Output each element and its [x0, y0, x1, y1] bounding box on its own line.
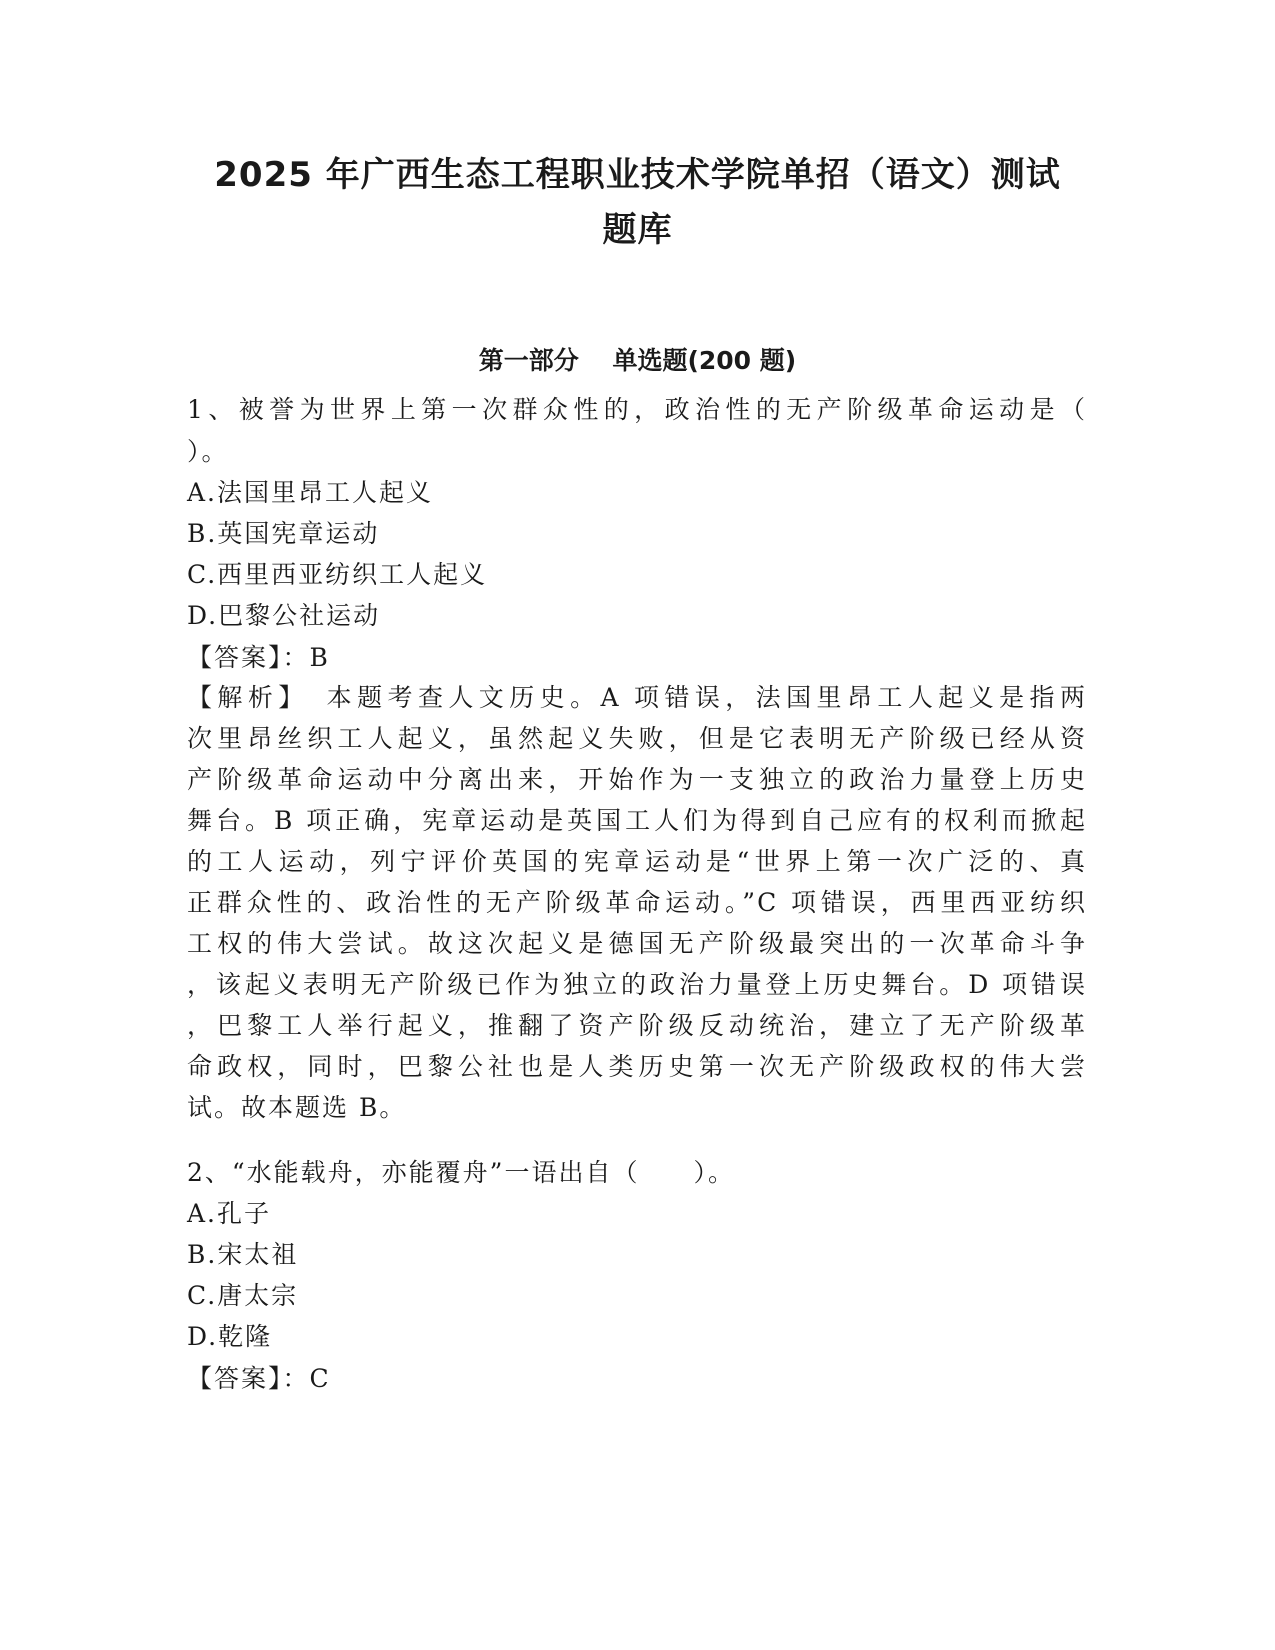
document-title-line-2: 题库: [602, 210, 673, 250]
section-heading: 第一部分 单选题(200 题): [478, 346, 797, 375]
question-1-analysis-line-3: 产阶级革命运动中分离出来，开始作为一支独立的政治力量登上历史: [187, 765, 1087, 794]
question-2-option-a: A.孔子: [187, 1199, 272, 1228]
question-1-analysis-line-8: ，该起义表明无产阶级已作为独立的政治力量登上历史舞台。D 项错误: [187, 970, 1087, 999]
question-1-analysis-line-5: 的工人运动，列宁评价英国的宪章运动是“世界上第一次广泛的、真: [187, 847, 1087, 876]
question-1-analysis-line-11: 试。故本题选 B。: [187, 1093, 407, 1122]
question-1-analysis-line-6: 正群众性的、政治性的无产阶级革命运动。”C 项错误，西里西亚纺织: [187, 888, 1087, 917]
question-2-option-d: D.乾隆: [187, 1322, 273, 1351]
question-1-option-a: A.法国里昂工人起义: [187, 478, 434, 507]
question-1-stem-line-2: ）。: [187, 437, 229, 466]
question-1-option-b: B.英国宪章运动: [187, 519, 380, 548]
question-2-option-c: C.唐太宗: [187, 1281, 299, 1310]
document-title-line-1: 2025 年广西生态工程职业技术学院单招（语文）测试: [214, 155, 1061, 195]
question-1-stem-line-1: 1、被誉为世界上第一次群众性的，政治性的无产阶级革命运动是（: [187, 395, 1087, 424]
question-2-stem-line-1: 2、“水能载舟，亦能覆舟”一语出自（ ）。: [187, 1158, 735, 1187]
question-2-answer: 【答案】：C: [187, 1364, 331, 1393]
question-2-option-b: B.宋太祖: [187, 1240, 299, 1269]
question-1-answer: 【答案】：B: [187, 643, 330, 672]
question-1-analysis-line-10: 命政权，同时，巴黎公社也是人类历史第一次无产阶级政权的伟大尝: [187, 1052, 1087, 1081]
question-1-option-c: C.西里西亚纺织工人起义: [187, 560, 488, 589]
question-1-analysis-line-9: ，巴黎工人举行起义，推翻了资产阶级反动统治，建立了无产阶级革: [187, 1011, 1087, 1040]
question-1-analysis-line-1: 【解析】 本题考查人文历史。A 项错误，法国里昂工人起义是指两: [187, 683, 1087, 712]
question-1-analysis-line-2: 次里昂丝织工人起义，虽然起义失败，但是它表明无产阶级已经从资: [187, 724, 1087, 753]
question-1-option-d: D.巴黎公社运动: [187, 601, 381, 630]
question-1-analysis-line-4: 舞台。B 项正确，宪章运动是英国工人们为得到自己应有的权利而掀起: [187, 806, 1087, 835]
question-1-analysis-line-7: 工权的伟大尝试。故这次起义是德国无产阶级最突出的一次革命斗争: [187, 929, 1087, 958]
